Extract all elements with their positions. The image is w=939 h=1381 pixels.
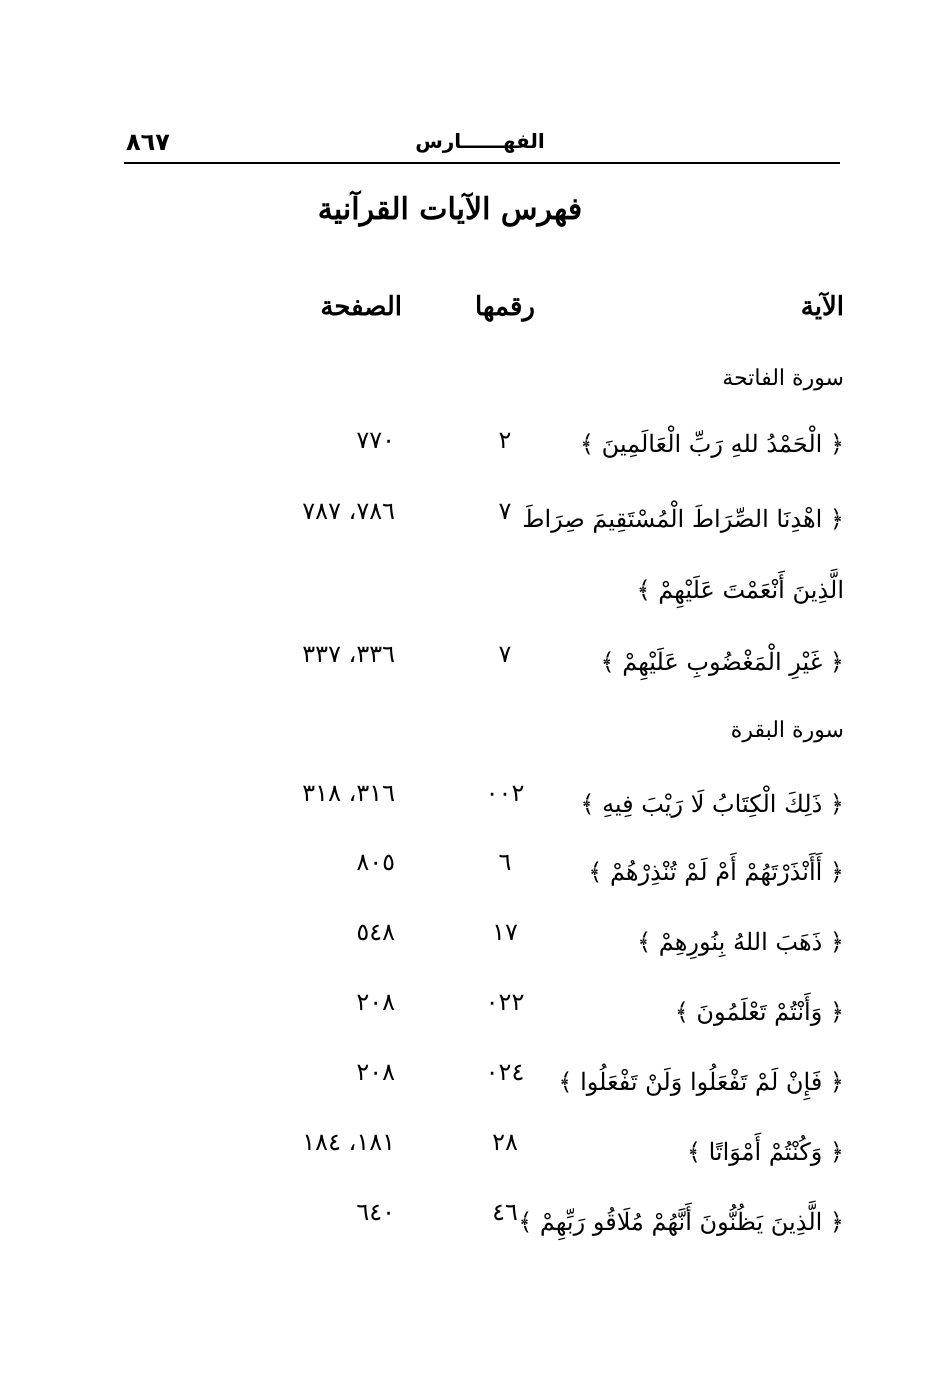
verse-number: ٦ xyxy=(498,848,512,876)
verse-pages: ٢٠٨ xyxy=(356,1058,395,1086)
page-number: ٨٦٧ xyxy=(126,128,170,156)
verse-pages: ١٨١، ١٨٤ xyxy=(302,1128,395,1156)
verse-number: ١٧ xyxy=(492,918,518,946)
surah-heading: سورة الفاتحة xyxy=(722,366,844,391)
surah-heading: سورة البقرة xyxy=(730,718,844,743)
verse-text: ﴿ وَأَنْتُمْ تَعْلَمُونَ ﴾ xyxy=(674,998,844,1026)
verse-text: ﴿ غَيْرِ الْمَغْضُوبِ عَلَيْهِمْ ﴾ xyxy=(600,648,844,676)
running-head: الفهــــــارس xyxy=(415,129,545,153)
verse-text: ﴿ أَأَنْذَرْتَهُمْ أَمْ لَمْ تُنْذِرْهُمْ ﴾ xyxy=(588,858,844,886)
verse-number: ٧ xyxy=(498,497,512,525)
column-header-ayah: الآية xyxy=(800,292,844,322)
verse-pages: ٣٣٦، ٣٣٧ xyxy=(302,640,395,668)
column-header-page: الصفحة xyxy=(320,292,402,322)
header-rule xyxy=(124,162,840,164)
verse-pages: ٧٧٠ xyxy=(356,426,395,454)
verse-number: ٤٦ xyxy=(492,1198,518,1226)
verse-text: ﴿ الَّذِينَ يَظُنُّونَ أَنَّهُمْ مُلَاقُو رَبِّهِمْ ﴾ xyxy=(518,1208,844,1236)
verse-text: ﴿ فَإِنْ لَمْ تَفْعَلُوا وَلَنْ تَفْعَلُوا ﴾ xyxy=(558,1068,844,1096)
verse-pages: ٣١٦، ٣١٨ xyxy=(302,779,395,807)
column-header-number: رقمها xyxy=(475,292,535,322)
verse-number: ٠٢٢ xyxy=(485,988,525,1016)
verse-pages: ٨٠٥ xyxy=(356,848,395,876)
verse-number: ٠٢٤ xyxy=(485,1058,525,1086)
verse-number: ٠٠٢ xyxy=(485,779,525,807)
verse-text: ﴿ وَكُنْتُمْ أَمْوَاتًا ﴾ xyxy=(686,1138,844,1166)
verse-text: ﴿ الْحَمْدُ للهِ رَبِّ الْعَالَمِينَ ﴾ xyxy=(579,430,844,458)
verse-pages: ٢٠٨ xyxy=(356,988,395,1016)
verse-number: ٧ xyxy=(498,640,512,668)
verse-text-continued: الَّذِينَ أَنْعَمْتَ عَلَيْهِمْ ﴾ xyxy=(636,576,844,604)
verse-pages: ٦٤٠ xyxy=(356,1198,395,1226)
verse-number: ٢٨ xyxy=(492,1128,518,1156)
verse-pages: ٥٤٨ xyxy=(356,918,395,946)
verse-text: ﴿ ذَهَبَ اللهُ بِنُورِهِمْ ﴾ xyxy=(637,928,844,956)
verse-number: ٢ xyxy=(498,426,512,454)
verse-text: ﴿ اهْدِنَا الصِّرَاطَ الْمُسْتَقِيمَ صِرَاطَ xyxy=(522,505,844,533)
verse-text: ﴿ ذَلِكَ الْكِتَابُ لَا رَيْبَ فِيهِ ﴾ xyxy=(580,790,844,818)
verse-pages: ٧٨٦، ٧٨٧ xyxy=(302,497,395,525)
page-title: فهرس الآيات القرآنية xyxy=(317,192,583,227)
